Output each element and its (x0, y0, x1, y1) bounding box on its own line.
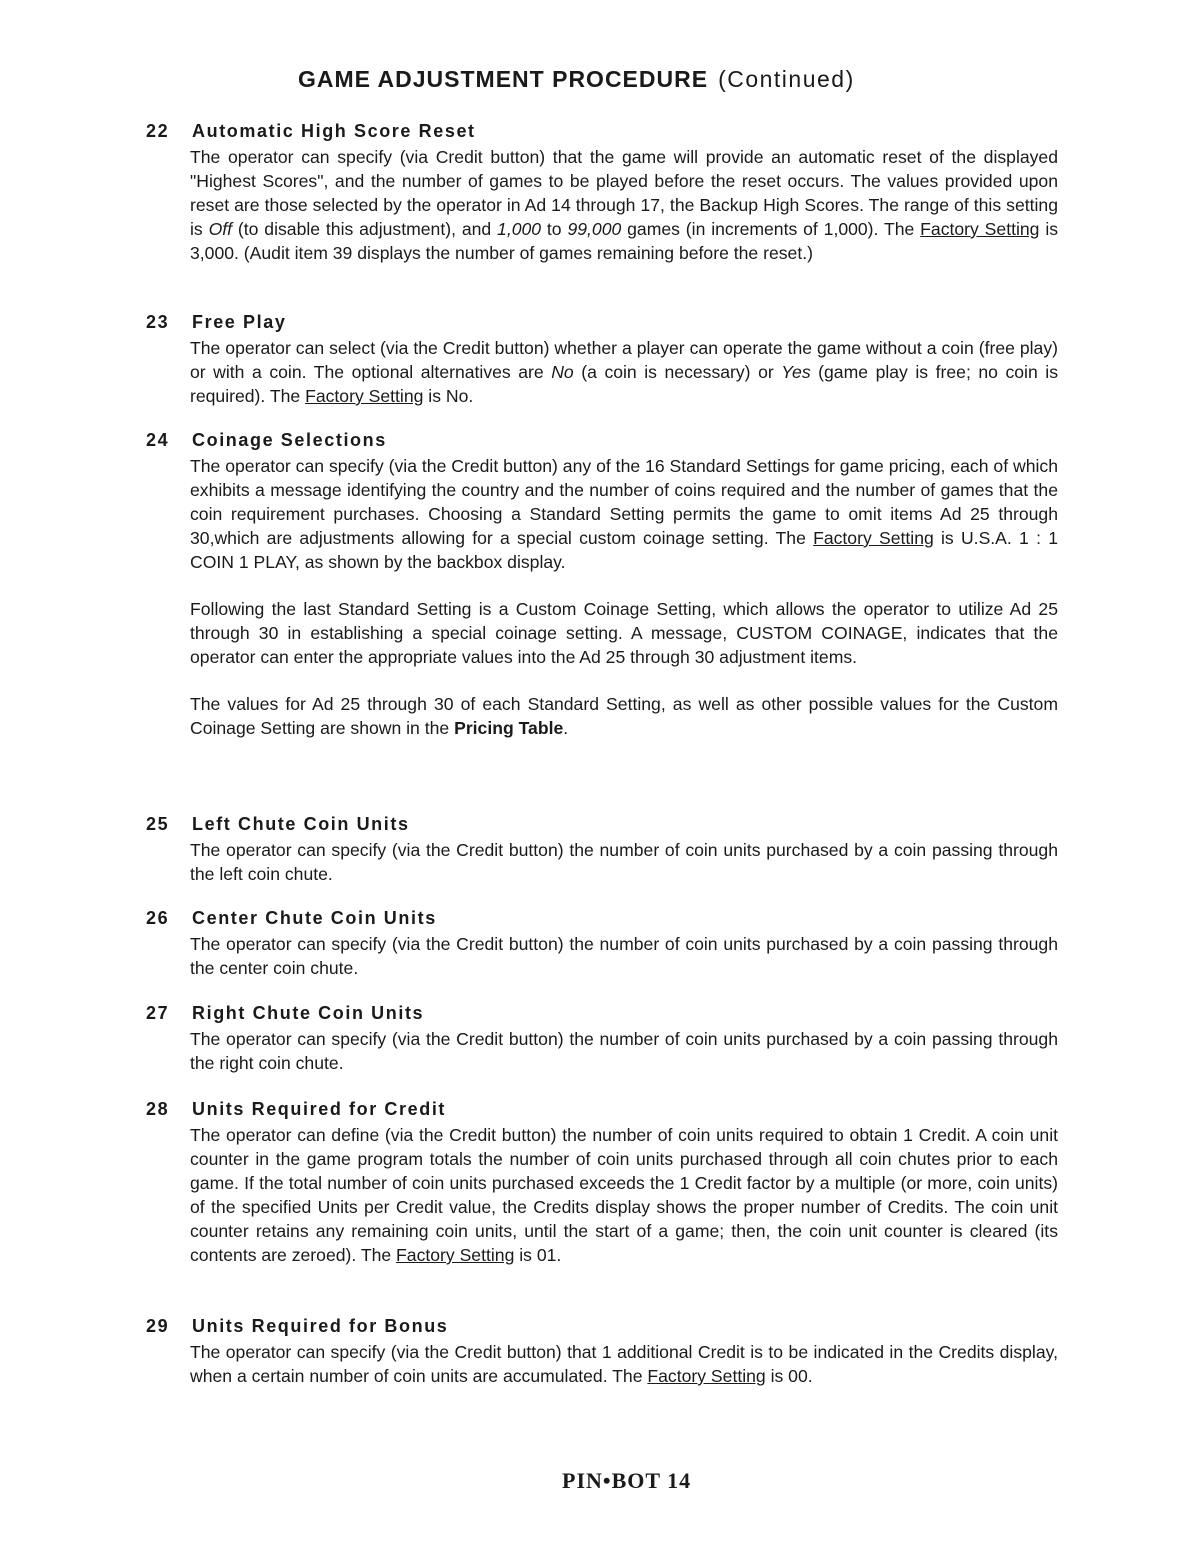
page-footer: PIN•BOT 14 (562, 1468, 692, 1493)
page-title-main: GAME ADJUSTMENT PROCEDURE (298, 66, 709, 92)
item-paragraph (190, 838, 1058, 886)
item-heading (146, 1316, 1066, 1340)
text-run: The values for Ad 25 through 30 of each Standard Setting, as well as other possible values for the Custom Coinage Setting are shown in the (190, 694, 1058, 738)
item-number: 27 (146, 1003, 170, 1023)
text-run: No (551, 362, 574, 382)
text-run: The operator can specify (via the Credit button) the number of coin units purchased by a coin passing through the left coin chute. (190, 840, 1058, 884)
text-run: The operator can specify (via the Credit button) the number of coin units purchased by a coin passing through the center coin chute. (190, 934, 1058, 978)
factory-setting-label: Factory Setting (920, 219, 1040, 239)
item-title: Right Chute Coin Units (192, 1003, 425, 1023)
item-paragraph (190, 336, 1058, 408)
item-title: Units Required for Credit (192, 1099, 447, 1119)
adjustment-item-29 (146, 1316, 1066, 1388)
text-run: is U.S.A. 1 : 1 COIN 1 PLAY, as shown by the backbox display. (190, 528, 1058, 572)
item-paragraph (190, 932, 1058, 980)
adjustment-item-27 (146, 1003, 1066, 1075)
item-number: 25 (146, 814, 170, 834)
text-run: The operator can select (via the Credit button) whether a player can operate the game without a coin (free play) or with a coin. The optional alternatives are (190, 338, 1058, 382)
text-run: Following the last Standard Setting is a Custom Coinage Setting, which allows the operator to utilize Ad 25 through 30 in establishing a special coinage setting. A message, CUSTOM COINAGE, indicates that the operator can enter the appropriate values into the Ad 25 through 30 adjustment items. (190, 599, 1058, 667)
text-run: The operator can specify (via the Credit button) the number of coin units purchased by a coin passing through the right coin chute. (190, 1029, 1058, 1073)
adjustment-item-22 (146, 121, 1066, 265)
item-paragraph (190, 597, 1058, 669)
text-run: (to disable this adjustment), and (232, 219, 498, 239)
item-paragraph (190, 454, 1058, 574)
item-paragraph (190, 692, 1058, 740)
text-run: 1,000 (497, 219, 542, 239)
factory-setting-label: Factory Setting (305, 386, 424, 406)
item-number: 23 (146, 312, 170, 332)
adjustment-item-28 (146, 1099, 1066, 1267)
text-run: (a coin is necessary) or (573, 362, 782, 382)
item-paragraph (190, 1340, 1058, 1388)
item-body (190, 145, 1058, 265)
page-title (298, 66, 855, 93)
text-run: 99,000 (567, 219, 622, 239)
item-paragraph (190, 1123, 1058, 1267)
item-title: Free Play (192, 312, 287, 332)
text-run: is No. (423, 386, 474, 406)
text-run: (game play is free; no coin is required). The (190, 362, 1058, 406)
text-run: Off (208, 219, 233, 239)
text-run: The operator can specify (via the Credit button) that 1 additional Credit is to be indicated in the Credits display, when a certain number of coin units are accumulated. The (190, 1342, 1058, 1386)
adjustment-item-24 (146, 430, 1066, 740)
text-run: Pricing Table (454, 718, 564, 738)
text-run: is 3,000. (Audit item 39 displays the number of games remaining before the reset.) (190, 219, 1059, 263)
item-body (190, 932, 1058, 980)
item-number: 26 (146, 908, 170, 928)
item-number: 29 (146, 1316, 170, 1336)
item-paragraph (190, 145, 1058, 265)
item-title: Left Chute Coin Units (192, 814, 410, 834)
item-paragraph (190, 1027, 1058, 1075)
text-run: . (563, 718, 569, 738)
adjustment-item-25 (146, 814, 1066, 886)
item-body (190, 454, 1058, 740)
text-run: The operator can specify (via the Credit button) any of the 16 Standard Settings for game pricing, each of which exhibits a message identifying the country and the number of coins required and the number of games that the coin requirement purchases. Choosing a Standard Setting permits the game to omit items Ad 25 through 30,which are adjustments allowing for a special custom coinage setting. The (190, 456, 1058, 548)
item-heading (146, 312, 1066, 336)
item-heading (146, 814, 1066, 838)
item-title: Automatic High Score Reset (192, 121, 476, 141)
adjustment-item-23 (146, 312, 1066, 408)
item-heading (146, 908, 1066, 932)
text-run: The operator can specify (via Credit button) that the game will provide an automatic reset of the displayed "Highest Scores", and the number of games to be played before the reset occurs. The values provided upon reset are those selected by the operator in Ad 14 through 17, the Backup High Scores. The range of this setting is (190, 147, 1058, 239)
factory-setting-label: Factory Setting (396, 1245, 515, 1265)
item-heading (146, 121, 1066, 145)
item-heading (146, 1003, 1066, 1027)
page-title-continued: (Continued) (718, 66, 855, 92)
item-heading (146, 430, 1066, 454)
item-number: 22 (146, 121, 170, 141)
item-number: 24 (146, 430, 170, 450)
item-body (190, 1027, 1058, 1075)
item-body (190, 838, 1058, 886)
item-heading (146, 1099, 1066, 1123)
factory-setting-label: Factory Setting (813, 528, 934, 548)
item-body (190, 336, 1058, 408)
text-run: The operator can define (via the Credit button) the number of coin units required to obtain 1 Credit. A coin unit counter in the game program totals the number of coin units purchased through all coin chutes prior to each game. If the total number of coin units purchased exceeds the 1 Credit factor by a multiple (or more, coin units) of the specified Units per Credit value, the Credits display shows the proper number of Credits. The coin unit counter retains any remaining coin units, until the start of a game; then, the coin unit counter is cleared (its contents are zeroed). The (190, 1125, 1058, 1265)
item-body (190, 1340, 1058, 1388)
text-run: to (541, 219, 568, 239)
item-number: 28 (146, 1099, 170, 1119)
text-run: is 00. (765, 1366, 813, 1386)
adjustment-item-26 (146, 908, 1066, 980)
text-run: is 01. (514, 1245, 562, 1265)
text-run: Yes (781, 362, 811, 382)
item-title: Units Required for Bonus (192, 1316, 449, 1336)
text-run: games (in increments of 1,000). The (621, 219, 921, 239)
item-title: Coinage Selections (192, 430, 387, 450)
item-title: Center Chute Coin Units (192, 908, 437, 928)
item-body (190, 1123, 1058, 1267)
factory-setting-label: Factory Setting (647, 1366, 766, 1386)
